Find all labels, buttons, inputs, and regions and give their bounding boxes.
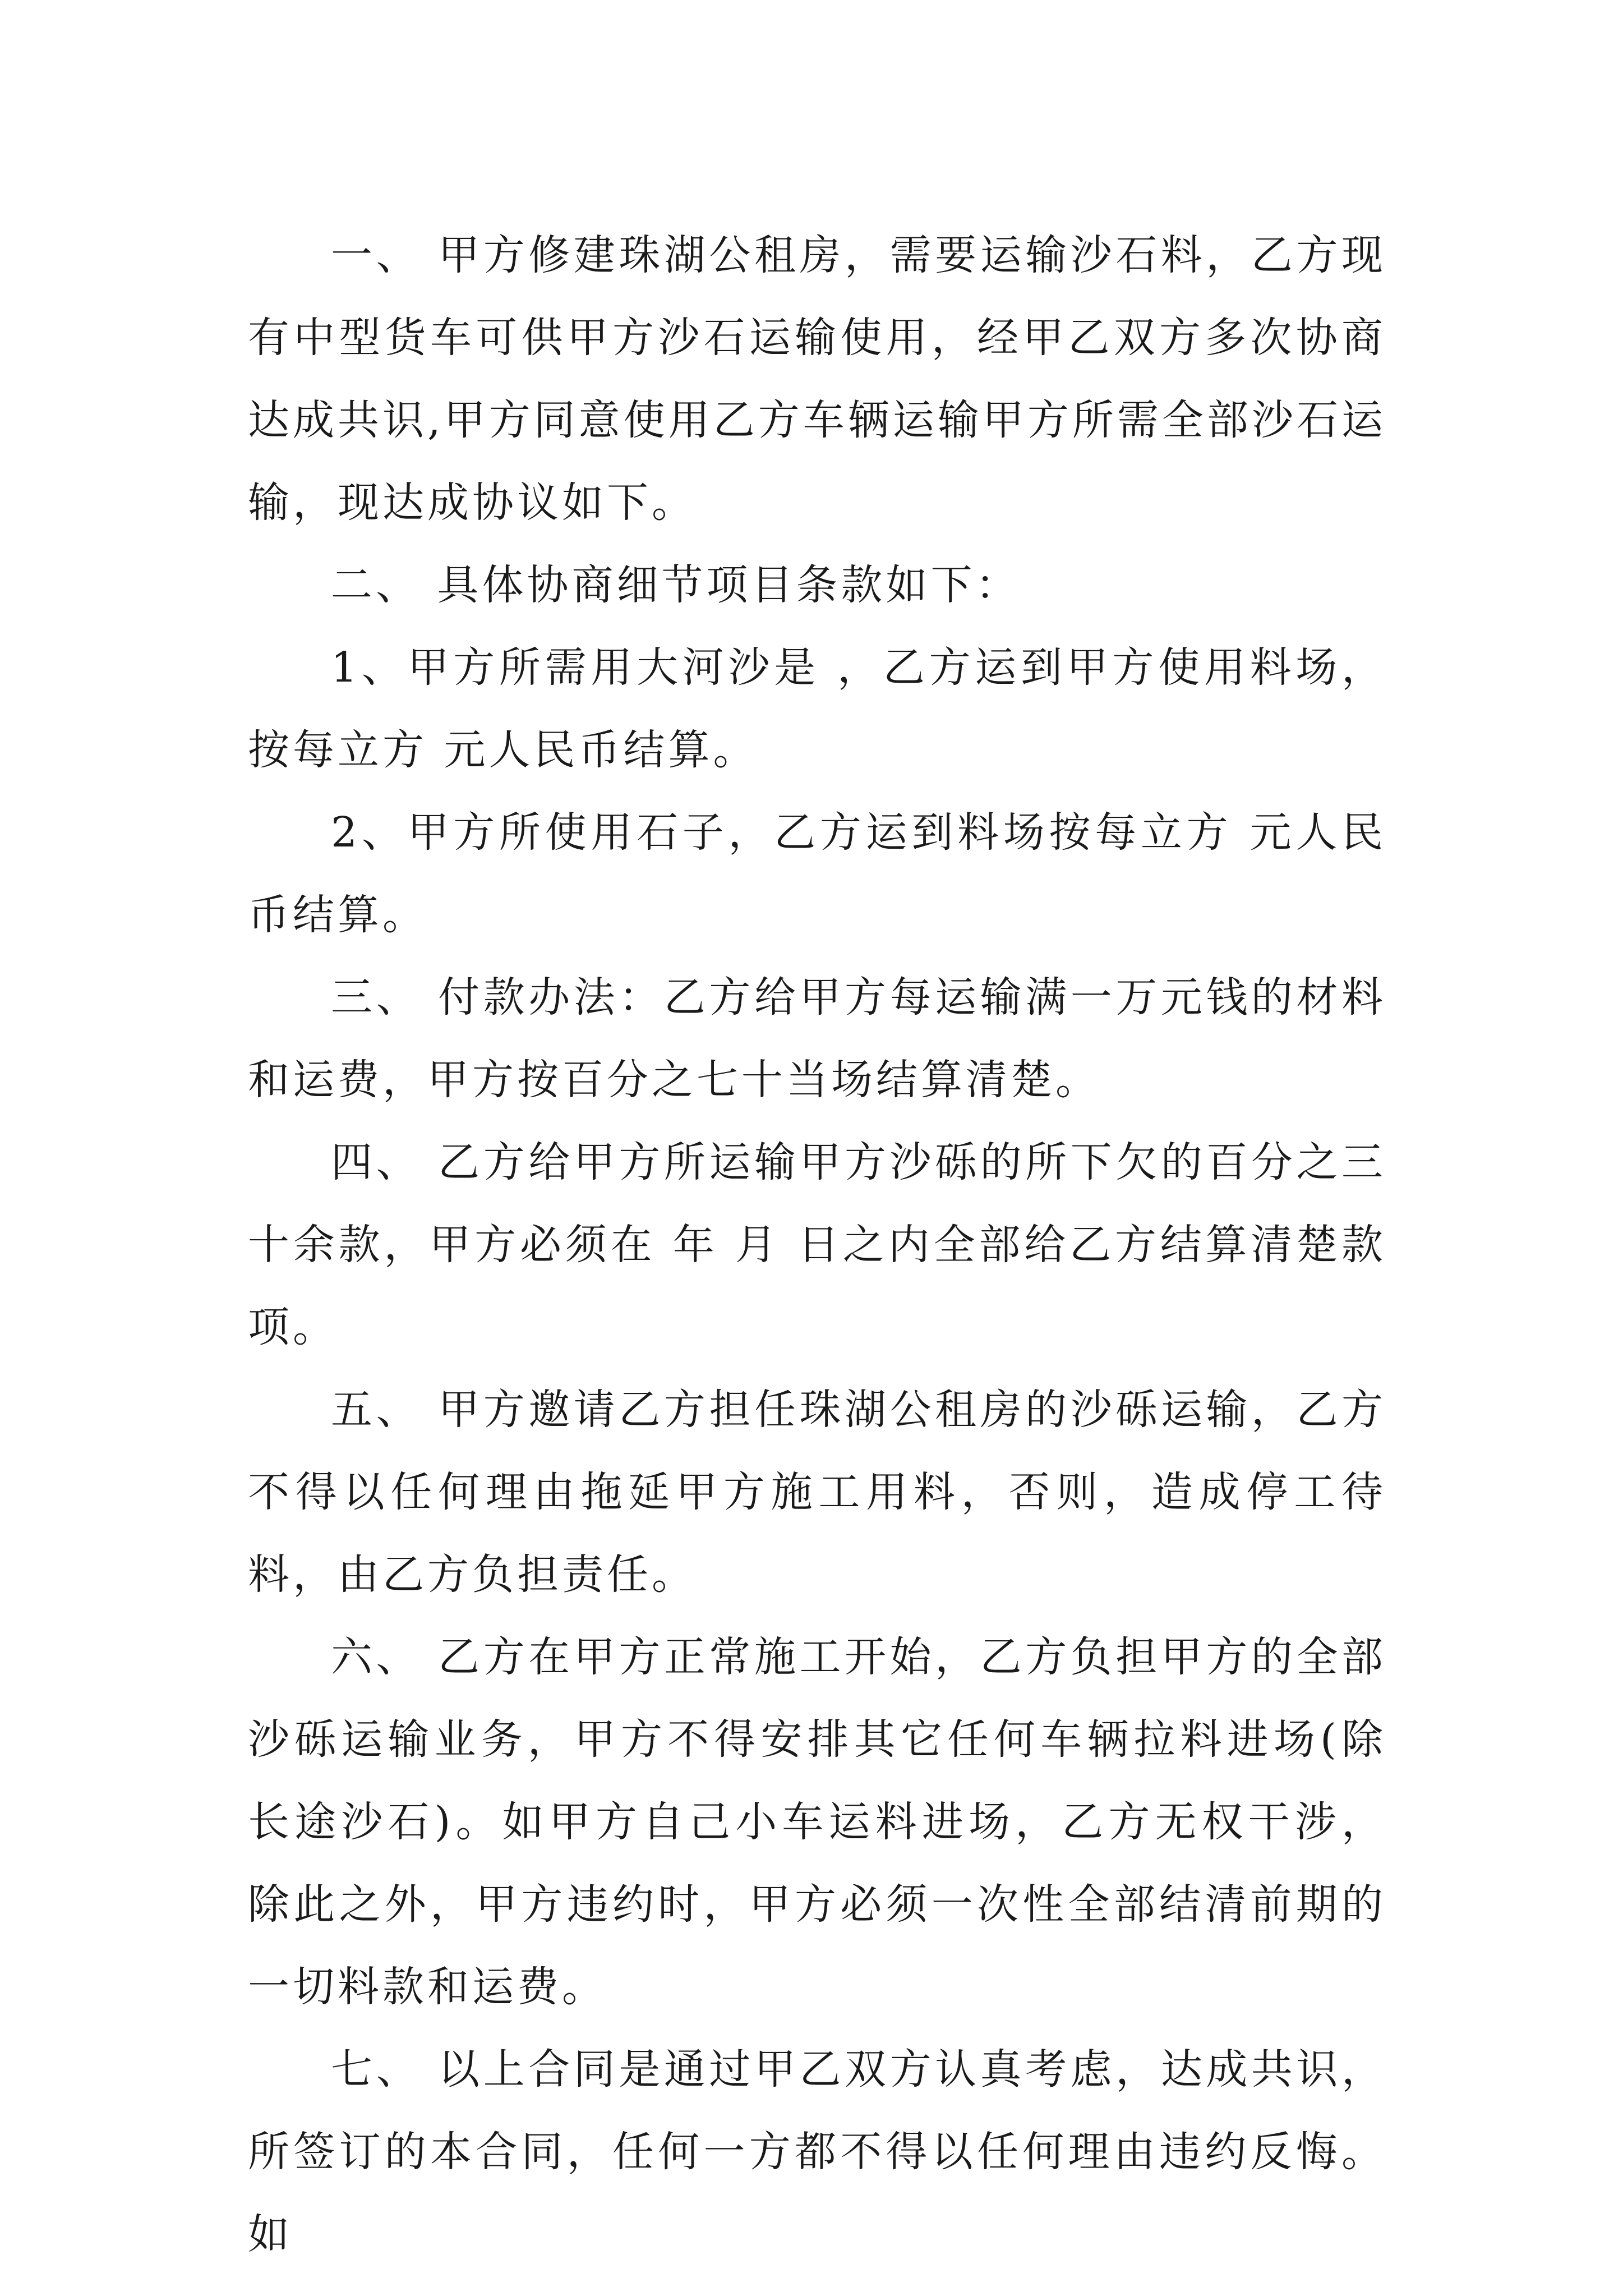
document-body	[248, 214, 1386, 2276]
paragraph-clause-3-payment: 三、 付款办法：乙方给甲方每运输满一万元钱的材料和运费，甲方按百分之七十当场结算清楚。	[248, 973, 1386, 1104]
paragraph-item-2-gravel: 2、甲方所使用石子，乙方运到料场按每立方 元人民币结算。	[248, 808, 1386, 939]
paragraph-clause-1: 一、 甲方修建珠湖公租房，需要运输沙石料，乙方现有中型货车可供甲方沙石运输使用，经甲乙双方多次协商达成共识,甲方同意使用乙方车辆运输甲方所需全部沙石运输，现达成协议如下。	[248, 231, 1386, 527]
paragraph-clause-6-exclusivity: 六、 乙方在甲方正常施工开始，乙方负担甲方的全部沙砾运输业务，甲方不得安排其它任何车辆拉料进场(除长途沙石)。如甲方自己小车运料进场，乙方无权干涉，除此之外，甲方违约时，甲方必须一次性全部结清前期的一切料款和运费。	[248, 1633, 1386, 2011]
paragraph-clause-5-delay: 五、 甲方邀请乙方担任珠湖公租房的沙砾运输，乙方不得以任何理由拖延甲方施工用料，否则，造成停工待料，由乙方负担责任。	[248, 1386, 1386, 1599]
paragraph-clause-4-balance: 四、 乙方给甲方所运输甲方沙砾的所下欠的百分之三十余款，甲方必须在 年 月 日之内全部给乙方结算清楚款项。	[248, 1138, 1386, 1351]
paragraph-item-1-river-sand: 1、甲方所需用大河沙是 ，乙方运到甲方使用料场，按每立方 元人民币结算。	[248, 643, 1386, 774]
paragraph-clause-2-heading: 二、 具体协商细节项目条款如下：	[331, 561, 1021, 609]
paragraph-clause-7-binding: 七、 以上合同是通过甲乙双方认真考虑，达成共识，所签订的本合同，任何一方都不得以任何理由违约反悔。如	[248, 2045, 1386, 2258]
